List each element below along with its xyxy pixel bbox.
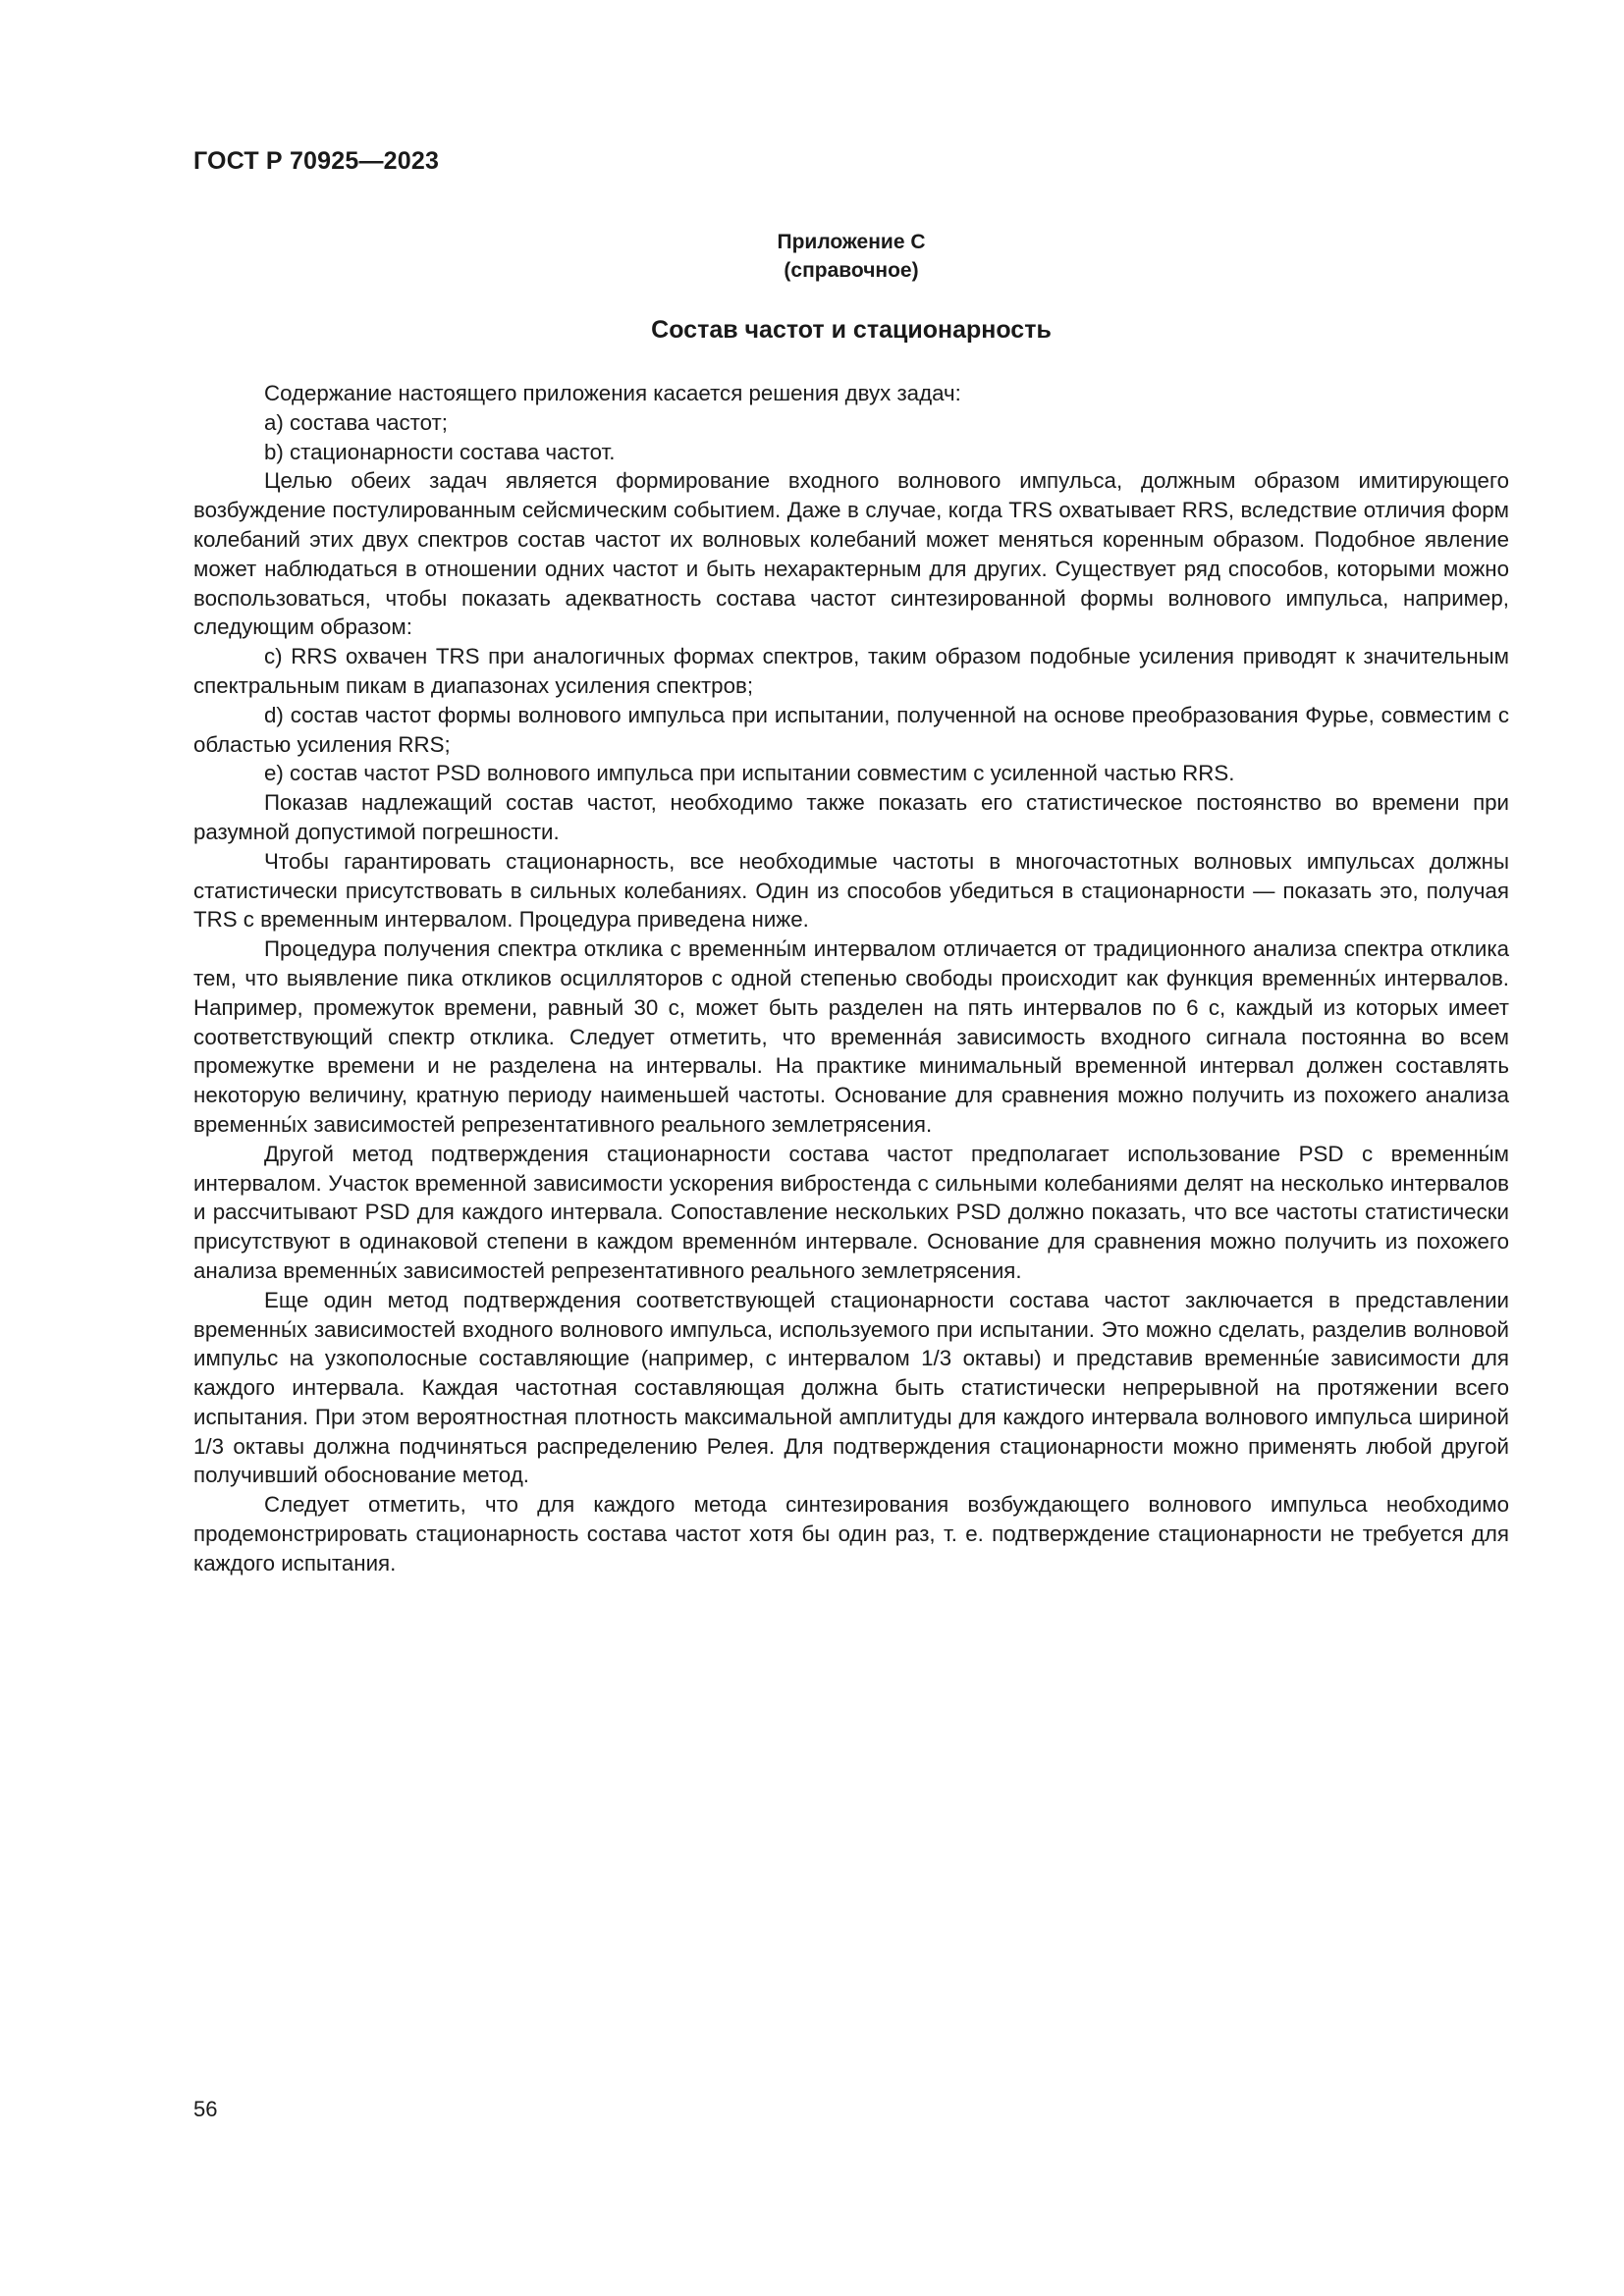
body-text [193,379,1509,1578]
paragraph-procedure: Процедура получения спектра отклика с временны́м интервалом отличается от традиционного анализа спектра отклика тем, что выявление пика откликов осцилляторов с одной степенью свободы происходит как функция временны́х интервалов. Например, промежуток времени, равный 30 с, может быть разделен на пять интервалов по 6 с, каждый из которых имеет соответствующий спектр отклика. Следует отметить, что временна́я зависимость входного сигнала постоянна во всем промежутке времени и не разделена на интервалы. На практике минимальный временной интервал должен составлять некоторую величину, кратную периоду наименьшей частоты. Основание для сравнения можно получить из похожего анализа временны́х зависимостей репрезентативного реального землетрясения. [193,936,1509,1137]
paragraph-psd-method: Другой метод подтверждения стационарности состава частот предполагает использование PSD с временны́м интервалом. Участок временной зависимости ускорения вибростенда с сильными колебаниями делят на несколько интервалов и рассчитывают PSD для каждого интервала. Сопоставление нескольких PSD должно показать, что все частоты статистически присутствуют в одинаковой степени в каждом временно́м интервале. Основание для сравнения можно получить из похожего анализа временны́х зависимостей репрезентативного реального землетрясения. [193,1141,1509,1283]
paragraph-purpose: Целью обеих задач является формирование входного волнового импульса, должным образом имитирующего возбуждение постулированным сейсмическим событием. Даже в случае, когда TRS охватывает RRS, вследствие отличия форм колебаний этих двух спектров состав частот их волновых колебаний может меняться коренным образом. Подобное явление может наблюдаться в отношении одних частот и быть нехарактерным для других. Существует ряд способов, которыми можно воспользоваться, чтобы показать адекватность состава частот синтезированной формы волнового импульса, например, следующим образом: [193,468,1509,640]
page-number: 56 [193,2097,218,2121]
paragraph-constancy: Показав надлежащий состав частот, необходимо также показать его статистическое постоянство во времени при разумной допустимой погрешности. [193,790,1509,844]
list-item-b: b) стационарности состава частот. [264,439,616,464]
paragraph-intro: Содержание настоящего приложения касается решения двух задач: [264,381,961,405]
annex-type: (справочное) [784,259,919,282]
section-title: Состав частот и стационарность [651,316,1052,344]
list-item-a: a) состава частот; [264,409,448,435]
list-item-e: e) состав частот PSD волнового импульса при испытании совместим с усиленной частью RRS. [264,761,1235,786]
paragraph-stationarity: Чтобы гарантировать стационарность, все необходимые частоты в многочастотных волновых импульсах должны статистически присутствовать в сильных колебаниях. Один из способов убедиться в стационарности — показать это, получая TRS с временным интервалом. Процедура приведена ниже. [193,848,1509,933]
paragraph-conclusion: Следует отметить, что для каждого метода синтезирования возбуждающего волнового импульса необходимо продемонстрировать стационарность состава частот хотя бы один раз, т. е. подтверждение стационарности не требуется для каждого испытания. [193,1492,1509,1575]
list-item-d: d) состав частот формы волнового импульса при испытании, полученной на основе преобразования Фурье, совместим с областью усиления RRS; [193,702,1509,757]
annex-title: Приложение С [777,231,926,253]
list-item-c: c) RRS охвачен TRS при аналогичных формах спектров, таким образом подобные усиления приводят к значительным спектральным пикам в диапазонах усиления спектров; [193,644,1509,698]
document-header: ГОСТ Р 70925—2023 [193,147,440,175]
paragraph-narrowband-method: Еще один метод подтверждения соответствующей стационарности состава частот заключается в представлении временны́х зависимостей входного волнового импульса, используемого при испытании. Это можно сделать, разделив волновой импульс на узкополосные составляющие (например, с интервалом 1/3 октавы) и представив временны́е зависимости для каждого интервала. Каждая частотная составляющая должна быть статистически непрерывной на протяжении всего испытания. При этом вероятностная плотность максимальной амплитуды для каждого интервала волнового импульса шириной 1/3 октавы должна подчиняться распределению Релея. Для подтверждения стационарности можно применять любой другой получивший обоснование метод. [193,1287,1509,1488]
